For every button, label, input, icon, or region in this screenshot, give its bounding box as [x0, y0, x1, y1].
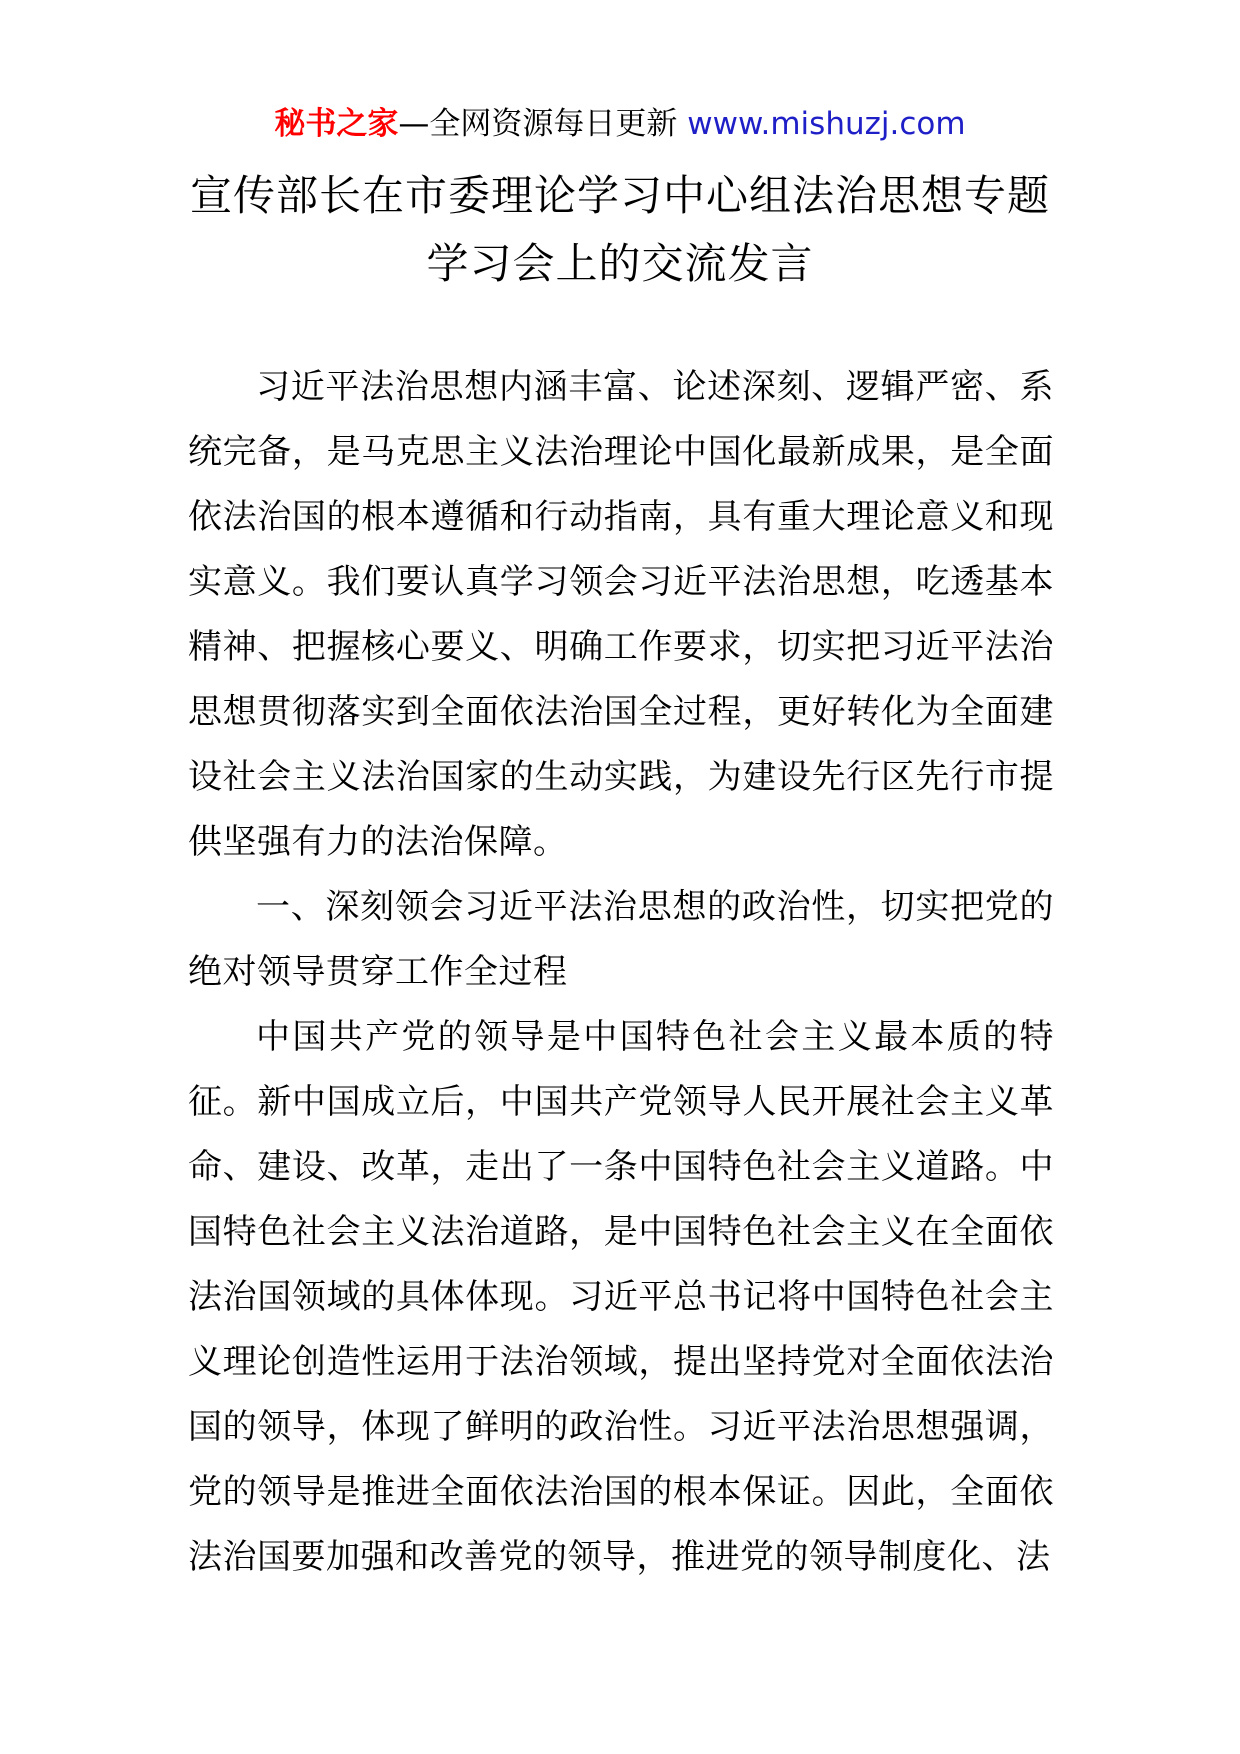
- site-url-link[interactable]: www.mishuzj.com: [687, 106, 966, 142]
- header-tagline: —全网资源每日更新: [398, 106, 688, 142]
- intro-paragraph: 习近平法治思想内涵丰富、论述深刻、逻辑严密、系统完备，是马克思主义法治理论中国化最新成果，是全面依法治国的根本遵循和行动指南，具有重大理论意义和现实意义。我们要认真学习领会习近平法治思想，吃透基本精神、把握核心要义、明确工作要求，切实把习近平法治思想贯彻落实到全面依法治国全过程，更好转化为全面建设社会主义法治国家的生动实践，为建设先行区先行市提供坚强有力的法治保障。: [188, 367, 1054, 862]
- title-line-2: 学习会上的交流发言: [426, 239, 814, 288]
- title-line-1: 宣传部长在市委理论学习中心组法治思想专题: [189, 171, 1050, 220]
- body-paragraph: 中国共产党的领导是中国特色社会主义最本质的特征。新中国成立后，中国共产党领导人民开展社会主义革命、建设、改革，走出了一条中国特色社会主义道路。中国特色社会主义法治道路，是中国特色社会主义在全面依法治国领域的具体体现。习近平总书记将中国特色社会主义理论创造性运用于法治领域，提出坚持党对全面依法治国的领导，体现了鲜明的政治性。习近平法治思想强调，党的领导是推进全面依法治国的根本保证。因此，全面依法治国要加强和改善党的领导，推进党的领导制度化、法: [188, 1017, 1054, 1577]
- document-title: [100, 162, 1140, 298]
- document-body: [188, 355, 1054, 1590]
- brand-name: 秘书之家: [274, 106, 399, 142]
- section-heading: 一、深刻领会习近平法治思想的政治性，切实把党的绝对领导贯穿工作全过程: [188, 887, 1054, 992]
- site-header: [0, 102, 1240, 146]
